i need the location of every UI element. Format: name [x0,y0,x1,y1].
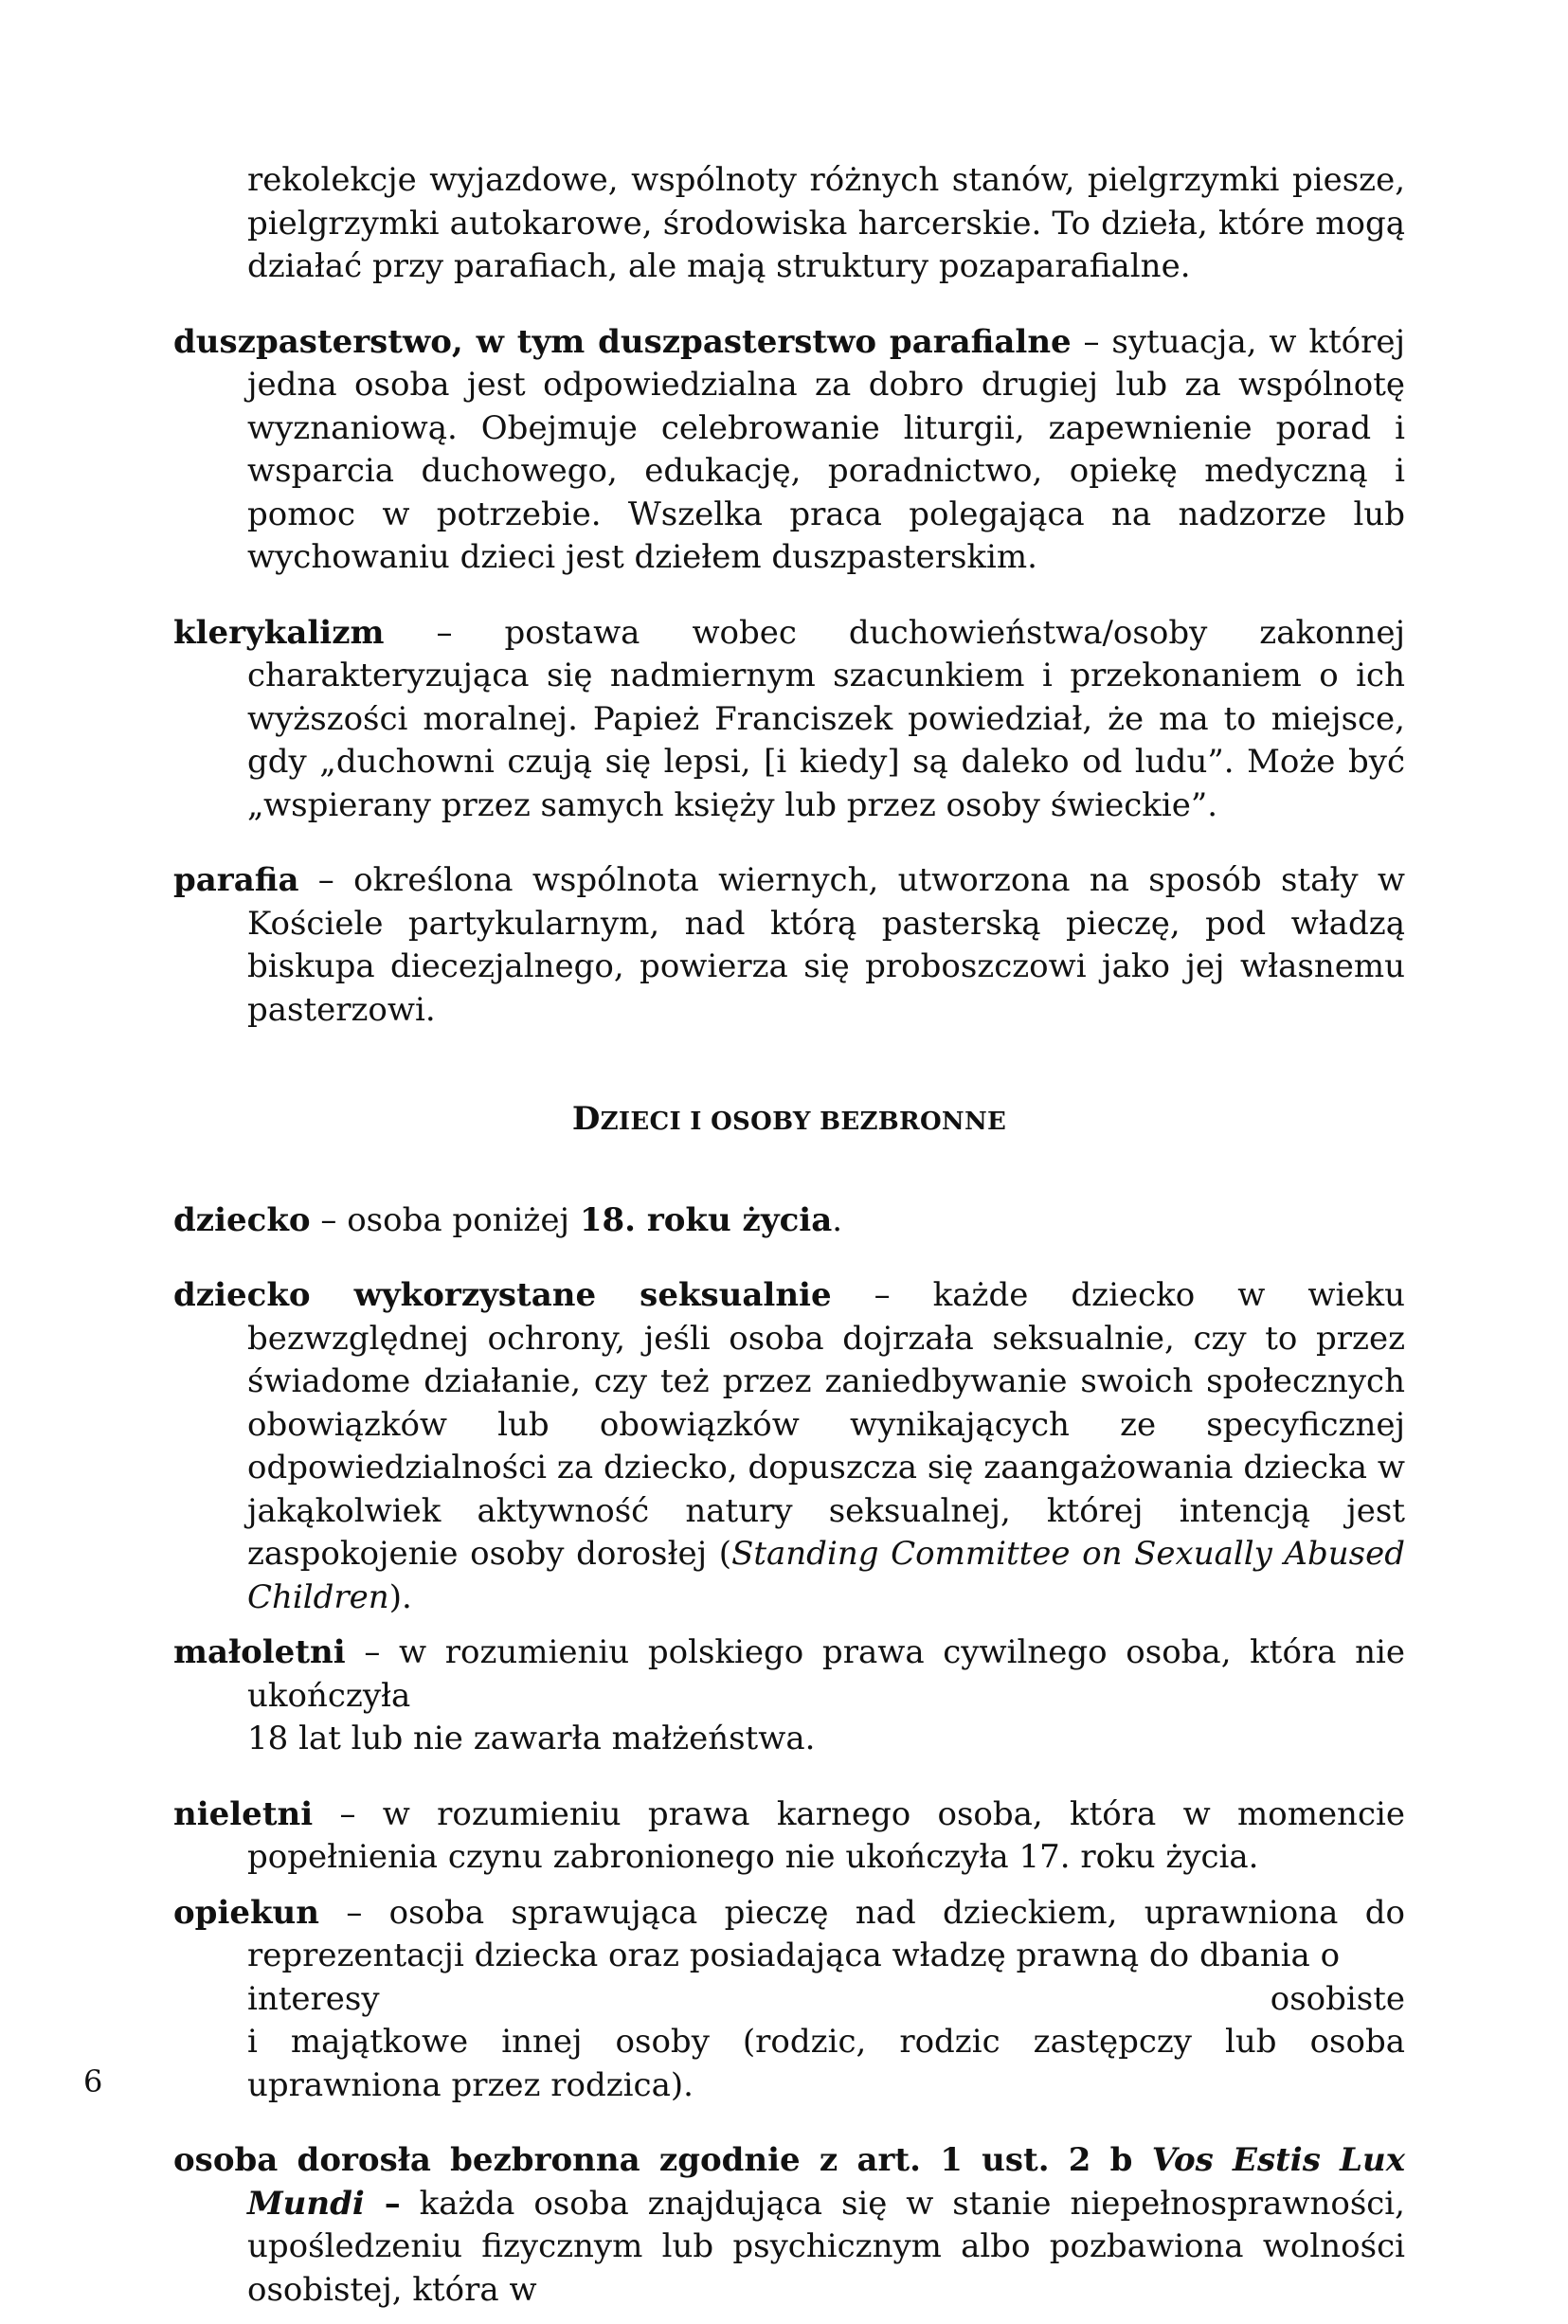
definition-text: – osoba sprawująca pieczę nad dzieckiem, uprawniona do reprezentacji dziecka oraz posiadająca władzę prawną do dbania o [247,1893,1405,1974]
term-duszpasterstwo: duszpasterstwo, w tym duszpasterstwo parafialne [173,322,1072,361]
definition-text: – określona wspólnota wiernych, utworzona na sposób stały w Kościele partykularnym, nad którą pasterską pieczę, pod władzą biskupa diecezjalnego, powierza się proboszczowi jako jej własnemu pasterzowi. [247,861,1405,1029]
term-nieletni: nieletni [173,1794,314,1833]
definition-text: – w rozumieniu prawa karnego osoba, która w momencie popełnienia czynu zabronionego nie ukończyła 17. roku życia. [247,1794,1405,1876]
section-heading [173,1098,1405,1144]
spread-left: interesy [247,1979,380,2018]
spread-line [247,1978,1405,2022]
definition-continuation: 18 lat lub nie zawarła małżeństwa. [247,1720,816,1757]
term-dash: – [364,2184,401,2223]
definition-text: każda osoba znajdująca się w stanie niepełnosprawności, upośledzeniu fizycznym lub psychicznym albo pozbawiona wolności osobistej, która w [247,2184,1405,2309]
definition-end: . [832,1200,843,1239]
definition-text: – sytuacja, w której jedna osoba jest odpowiedzialna za dobro drugiej lub za wspólnotę wyznaniową. Obejmuje celebrowanie liturgii, zapewnienie porad i wsparcia duchowego, edukację, poradnictwo, opiekę medyczną i pomoc w potrzebie. Wszelka praca polegająca na nadzorze lub wychowaniu dzieci jest dziełem duszpasterskim. [247,322,1405,576]
term-parafia: parafia [173,861,299,899]
document-title: Vos Estis Lux Mundi [247,2141,1405,2223]
spread-right: osobiste [1270,1979,1405,2018]
definition-dziecko [173,1199,1405,1243]
document-page [173,159,1405,2324]
definition-continuation: i majątkowe innej osoby (rodzic, rodzic zastępczy lub osoba uprawniona przez rodzica). [247,2023,1405,2104]
definition-klerykalizm [173,612,1405,828]
term-opiekun: opiekun [173,1893,319,1932]
intro-paragraph [173,159,1405,289]
definition-parafia [173,859,1405,1032]
page-number: 6 [83,2063,103,2099]
term-dziecko-wykorzystane: dziecko wykorzystane seksualnie [173,1276,832,1314]
term-klerykalizm: klerykalizm [173,613,385,652]
term-maloletni: małoletni [173,1633,346,1671]
definition-dziecko-wykorzystane [173,1274,1405,1619]
source-citation: Standing Committee on Sexually Abused Children [247,1535,1405,1616]
definition-osoba-dorosla [173,2139,1405,2312]
heading-word-rest: ZIECI [600,1108,681,1136]
age-emphasis: 18. roku życia [579,1200,833,1239]
definition-text: – postawa wobec duchowieństwa/osoby zakonnej charakteryzująca się nadmiernym szacunkiem i przekonaniem o ich wyższości moralnej. Papież Franciszek powiedział, że ma to miejsce, gdy „duchowni czują się lepsi, [i kiedy] są daleko od ludu”. Może być „wspierany przez samych księży lub przez osoby świeckie”. [247,613,1405,824]
definition-nieletni [173,1793,1405,1880]
term-dziecko: dziecko [173,1200,311,1239]
definition-text: – w rozumieniu polskiego prawa cywilnego osoba, która nie ukończyła [247,1633,1405,1715]
heading-initial: D [571,1100,601,1138]
heading-rest: I OSOBY BEZBRONNE [680,1108,1007,1136]
definition-text: – osoba poniżej [310,1200,580,1239]
intro-text: rekolekcje wyjazdowe, wspólnoty różnych stanów, pielgrzymki piesze, pielgrzymki autokarowe, środowiska harcerskie. To dzieła, które mogą działać przy parafiach, ale mają struktury pozaparafialne. [247,161,1405,285]
term-osoba-dorosla: osoba dorosła bezbronna zgodnie z art. 1 ust. 2 b [173,2141,1152,2179]
definition-text: – każde dziecko w wieku bezwzględnej ochrony, jeśli osoba dojrzała seksualnie, czy to przez świadome działanie, czy też przez zaniedbywanie swoich społecznych obowiązków lub obowiązków wynikających ze specyficznej odpowiedzialności za dziecko, dopuszcza się zaangażowania dziecka w jakąkolwiek aktywność natury seksualnej, której intencją jest zaspokojenie osoby dorosłej ( [247,1276,1405,1573]
definition-maloletni [173,1631,1405,1761]
definition-end: ). [388,1577,412,1616]
definition-duszpasterstwo [173,321,1405,580]
definition-opiekun [173,1892,1405,2108]
